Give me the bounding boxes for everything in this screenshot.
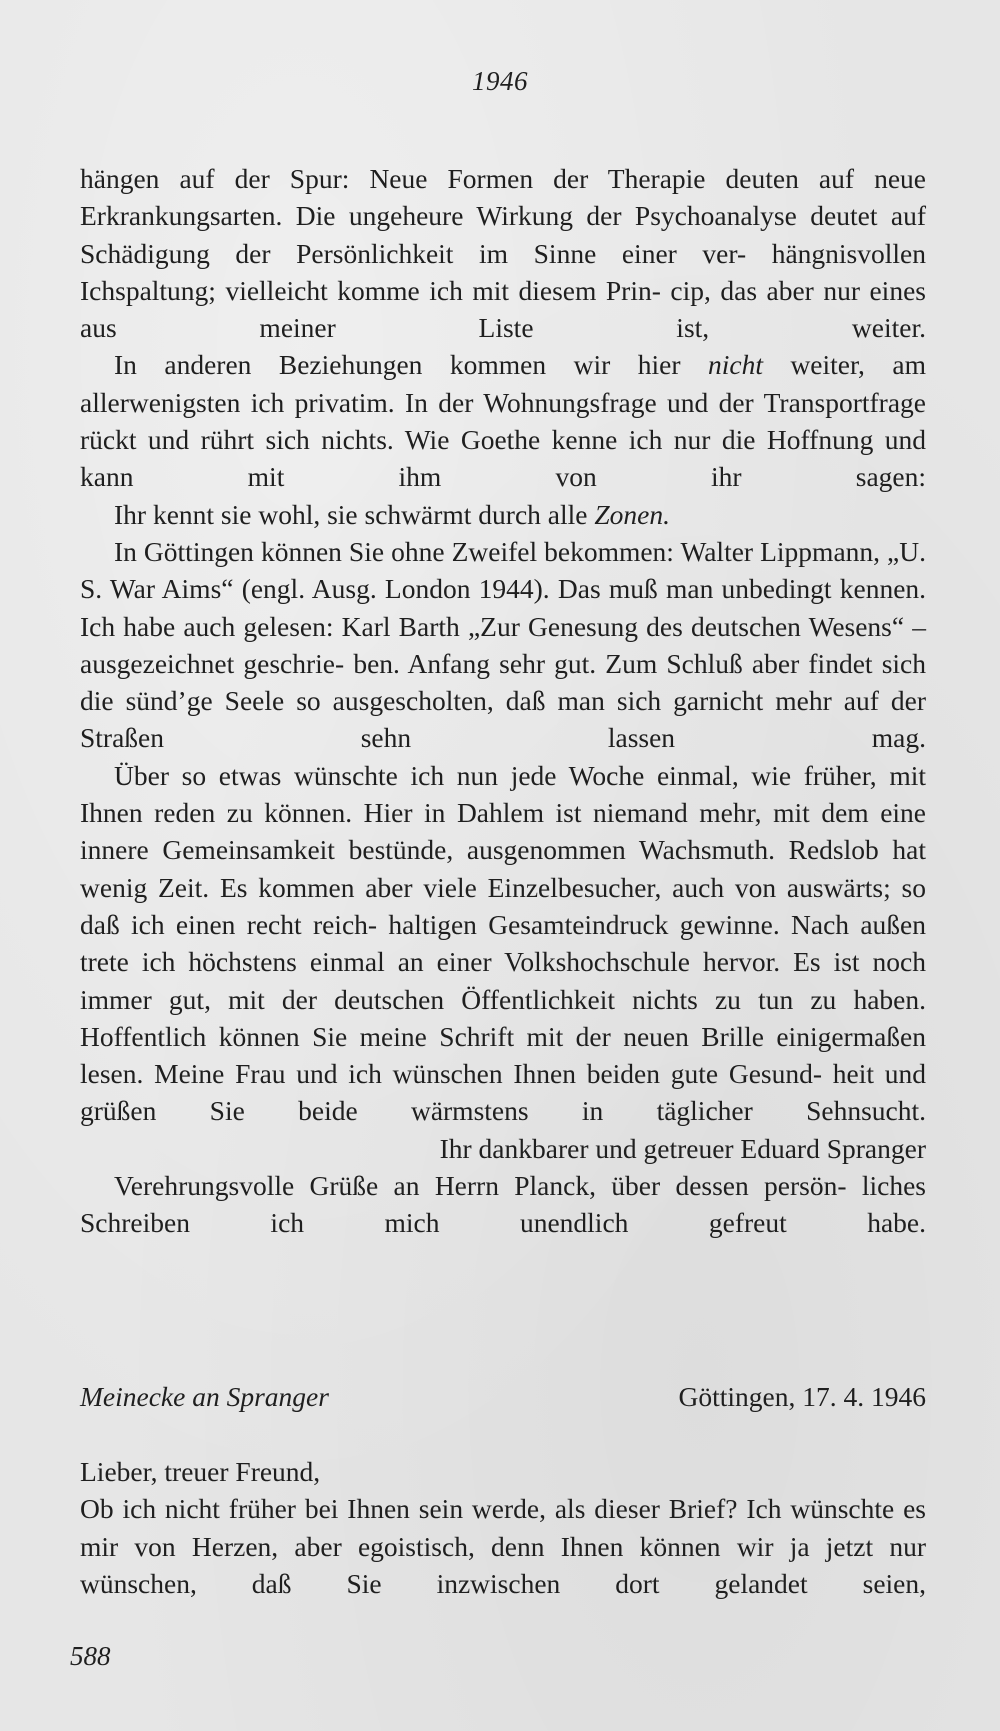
text-line: Ob ich nicht früher bei Ihnen sein werde, als dieser Brief? Ich [80,1493,782,1525]
letter-place-date: Göttingen, 17. 4. 1946 [678,1381,926,1412]
text-run: weiter, am [762,349,926,381]
text-line: wünschte es mir von Herzen, aber egoistisch, denn Ihnen können [80,1493,927,1562]
text-line: hängen auf der Spur: Neue Formen der Therapie deuten auf neue [80,163,926,194]
text-line: liches Schreiben ich mich unendlich gefreut habe. [80,1170,926,1239]
letter-sender-recipient: Meinecke an Spranger [80,1381,329,1412]
text-line: heit und grüßen Sie beide wärmstens in täglicher Sehnsucht. [80,1058,926,1127]
text-line: hängnisvollen Ichspaltung; vielleicht komme ich mit diesem Prin- [80,237,926,306]
running-head: 1946 [472,66,528,96]
text-line: Lippmann, „U. S. War Aims“ (engl. Ausg. London 1944). Das [80,535,926,605]
letter-spranger-body [80,160,926,1242]
postscript [80,1167,926,1242]
salutation: Lieber, treuer Freund, [80,1456,321,1487]
text-line: mit dem eine innere Gemeinsamkeit bestünde, ausgenommen [80,797,927,866]
paragraph [80,1490,926,1602]
emphasis: Zonen. [594,498,670,530]
text-line: Erkrankungsarten. Die ungeheure Wirkung der Psychoanalyse [80,200,797,232]
text-line: wir ja jetzt nur wünschen, daß Sie inzwischen dort gelandet seien, [80,1530,927,1599]
text-line: können Sie meine Schrift mit der neuen Brille einigermaßen [218,1020,926,1052]
text-line: mit der deutschen Öffentlichkeit nichts zu tun zu haben. Hoffentlich [80,983,926,1052]
paragraph [80,346,926,495]
text-line: Wachsmuth. Redslob hat wenig Zeit. Es kommen aber viele [80,834,926,903]
paragraph [80,757,926,1130]
text-line: haltigen Gesamteindruck gewinne. Nach außen trete ich höchstens [80,908,926,978]
text-line: Seele so ausgescholten, daß man sich garnicht mehr auf der [224,685,926,717]
text-line: muß man unbedingt kennen. Ich habe auch gelesen: Karl Barth [80,573,927,642]
text-run: Ihr kennt sie wohl, sie schwärmt durch alle [114,498,595,530]
paragraph [80,533,926,757]
text-line: Straßen sehn lassen mag. [80,722,926,754]
text-line: nur die Hoffnung und kann mit ihm von ihr sagen: [80,424,927,493]
paragraph [80,160,926,346]
letter-meinecke-body [80,1453,926,1602]
text-line: Verehrungsvolle Grüße an Herrn Planck, über dessen persön- [114,1170,847,1202]
letter-heading [80,1378,926,1415]
text-line: mit Ihnen reden zu können. Hier in Dahlem ist niemand mehr, [80,759,927,829]
text-run: In anderen Beziehungen kommen wir hier [114,349,708,381]
text-line: Über so etwas wünschte ich nun jede Woche einmal, wie früher, [114,759,877,791]
text-line: Transportfrage rückt und rührt sich nichts. Wie Goethe kenne ich [80,386,926,456]
text-line: lesen. Meine Frau und ich wünschen Ihnen beiden gute Gesund- [80,1058,823,1090]
text-line: Einzelbesucher, auch von auswärts; so daß ich einen recht reich- [80,871,927,940]
text-line: allerwenigsten ich privatim. In der Wohnungsfrage und der [80,386,754,418]
signature: Ihr dankbarer und getreuer Eduard Spranger [439,1132,926,1164]
text-line: deutet auf Schädigung der Persönlichkeit im Sinne einer ver- [80,200,927,269]
text-line: ben. Anfang sehr gut. Zum Schluß aber findet sich die sünd’ge [80,647,926,717]
text-line: einmal an einer Volkshochschule hervor. Es ist noch immer gut, [80,946,927,1015]
text-line: cip, das aber nur eines aus meiner Liste ist, weiter. [80,274,926,344]
page-number: 588 [70,1641,111,1671]
emphasis: nicht [707,349,763,381]
text-line: In Göttingen können Sie ohne Zweifel bekommen: Walter [114,535,754,567]
verse-quote [80,496,926,533]
text-line: „Zur Genesung des deutschen Wesens“ – ausgezeichnet geschrie- [80,610,926,679]
